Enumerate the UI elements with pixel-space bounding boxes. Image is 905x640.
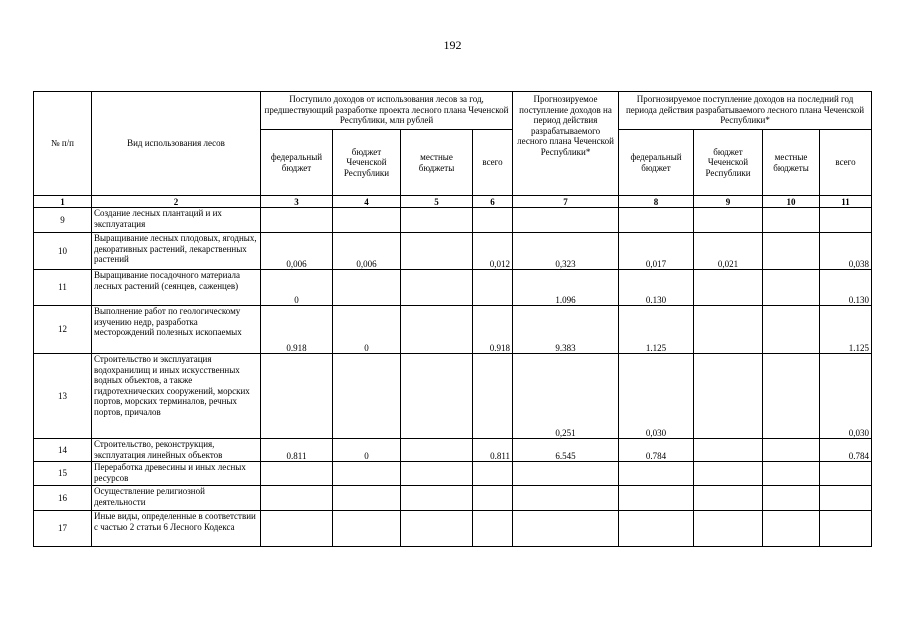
cell-regional: 0,006 [333,233,401,270]
cell-forecast [513,462,619,486]
table-body [34,208,872,547]
column-number: 6 [473,196,513,208]
cell-total-last [820,462,872,486]
cell-federal-last [619,208,694,233]
header-group-last-year: Прогнозируемое поступление доходов на последний год периода действия разрабатываемого лесного плана Чеченской Республики* [619,92,872,130]
cell-forecast: 9.383 [513,306,619,354]
page-number: 192 [443,38,462,52]
row-type: Переработка древесины и иных лесных ресурсов [92,462,261,486]
row-number: 9 [34,208,92,233]
cell-total [473,486,513,511]
cell-federal-last [619,486,694,511]
cell-federal [261,208,333,233]
header-local: местные бюджеты [401,130,473,196]
cell-regional [333,462,401,486]
cell-regional: 0 [333,306,401,354]
forest-revenue-table [33,91,872,547]
cell-federal-last: 0,017 [619,233,694,270]
cell-total: 0,012 [473,233,513,270]
cell-local-last [763,511,820,547]
cell-local [401,270,473,306]
table-header [34,92,872,208]
cell-total-last: 0,030 [820,354,872,439]
cell-total-last: 1.125 [820,306,872,354]
cell-local-last [763,486,820,511]
table-row [34,439,872,462]
table-row [34,208,872,233]
cell-forecast [513,511,619,547]
row-number: 10 [34,233,92,270]
header-regional: бюджет Чеченской Республики [333,130,401,196]
row-number: 14 [34,439,92,462]
column-number: 8 [619,196,694,208]
cell-federal: 0.918 [261,306,333,354]
cell-regional-last [694,439,763,462]
header-federal: федеральный бюджет [261,130,333,196]
cell-total [473,511,513,547]
table-row [34,354,872,439]
cell-regional-last: 0,021 [694,233,763,270]
row-type: Выращивание посадочного материала лесных растений (сеянцев, саженцев) [92,270,261,306]
cell-local-last [763,462,820,486]
cell-federal-last: 1.125 [619,306,694,354]
cell-federal: 0 [261,270,333,306]
cell-local-last [763,354,820,439]
cell-total-last [820,486,872,511]
cell-forecast [513,486,619,511]
cell-local [401,439,473,462]
cell-total-last: 0,038 [820,233,872,270]
cell-local [401,233,473,270]
cell-local [401,462,473,486]
header-federal-2: федеральный бюджет [619,130,694,196]
cell-total [473,462,513,486]
cell-local-last [763,439,820,462]
row-number: 12 [34,306,92,354]
cell-regional-last [694,208,763,233]
cell-local-last [763,306,820,354]
cell-total: 0.811 [473,439,513,462]
cell-total [473,270,513,306]
cell-local [401,208,473,233]
table-row [34,462,872,486]
row-type: Создание лесных плантаций и их эксплуатация [92,208,261,233]
cell-regional-last [694,306,763,354]
row-type: Строительство и эксплуатация водохранилищ и иных искусственных водных объектов, а также гидротехнических сооружений, морских портов, морских терминалов, речных портов, причалов [92,354,261,439]
cell-forecast: 1.096 [513,270,619,306]
header-total-2: всего [820,130,872,196]
column-number: 5 [401,196,473,208]
row-type: Иные виды, определенные в соответствии с частью 2 статьи 6 Лесного Кодекса [92,511,261,547]
cell-federal [261,462,333,486]
header-num: № п/п [34,92,92,196]
cell-regional: 0 [333,439,401,462]
cell-federal-last: 0.130 [619,270,694,306]
cell-local [401,354,473,439]
cell-federal-last [619,511,694,547]
cell-regional [333,486,401,511]
cell-total [473,354,513,439]
row-type: Строительство, реконструкция, эксплуатация линейных объектов [92,439,261,462]
cell-federal [261,511,333,547]
cell-federal-last: 0.784 [619,439,694,462]
cell-local [401,511,473,547]
header-local-2: местные бюджеты [763,130,820,196]
row-number: 13 [34,354,92,439]
header-total: всего [473,130,513,196]
table-row [34,511,872,547]
cell-total-last [820,511,872,547]
row-number: 15 [34,462,92,486]
table-row [34,486,872,511]
table-row [34,233,872,270]
cell-total [473,208,513,233]
cell-federal: 0.811 [261,439,333,462]
cell-local [401,486,473,511]
header-group-previous-year: Поступило доходов от использования лесов за год, предшествующий разработке проекта лесного плана Чеченской Республики, млн рублей [261,92,513,130]
row-number: 16 [34,486,92,511]
cell-regional [333,511,401,547]
cell-local-last [763,208,820,233]
cell-total: 0.918 [473,306,513,354]
cell-federal-last: 0,030 [619,354,694,439]
column-number: 4 [333,196,401,208]
column-number: 3 [261,196,333,208]
cell-forecast [513,208,619,233]
table-row [34,306,872,354]
table-row [34,270,872,306]
cell-federal: 0,006 [261,233,333,270]
cell-regional-last [694,462,763,486]
row-number: 11 [34,270,92,306]
cell-federal [261,486,333,511]
header-regional-2: бюджет Чеченской Республики [694,130,763,196]
row-type: Осуществление религиозной деятельности [92,486,261,511]
cell-forecast: 0,251 [513,354,619,439]
header-forecast-period: Прогнозируемое поступление доходов на период действия разрабатываемого лесного плана Чеченской Республики* [513,92,619,196]
cell-forecast: 0,323 [513,233,619,270]
row-number: 17 [34,511,92,547]
column-number-row [34,196,872,208]
row-type: Выращивание лесных плодовых, ягодных, декоративных растений, лекарственных растений [92,233,261,270]
cell-local-last [763,270,820,306]
cell-regional-last [694,486,763,511]
cell-federal [261,354,333,439]
cell-total-last: 0.784 [820,439,872,462]
column-number: 2 [92,196,261,208]
header-type: Вид использования лесов [92,92,261,196]
column-number: 7 [513,196,619,208]
cell-regional-last [694,354,763,439]
cell-total-last [820,208,872,233]
column-number: 9 [694,196,763,208]
cell-local-last [763,233,820,270]
cell-local [401,306,473,354]
cell-regional [333,208,401,233]
row-type: Выполнение работ по геологическому изучению недр, разработка месторождений полезных ископаемых [92,306,261,354]
cell-total-last: 0.130 [820,270,872,306]
cell-regional-last [694,511,763,547]
column-number: 1 [34,196,92,208]
cell-federal-last [619,462,694,486]
column-number: 11 [820,196,872,208]
cell-regional [333,354,401,439]
cell-forecast: 6.545 [513,439,619,462]
column-number: 10 [763,196,820,208]
cell-regional [333,270,401,306]
cell-regional-last [694,270,763,306]
